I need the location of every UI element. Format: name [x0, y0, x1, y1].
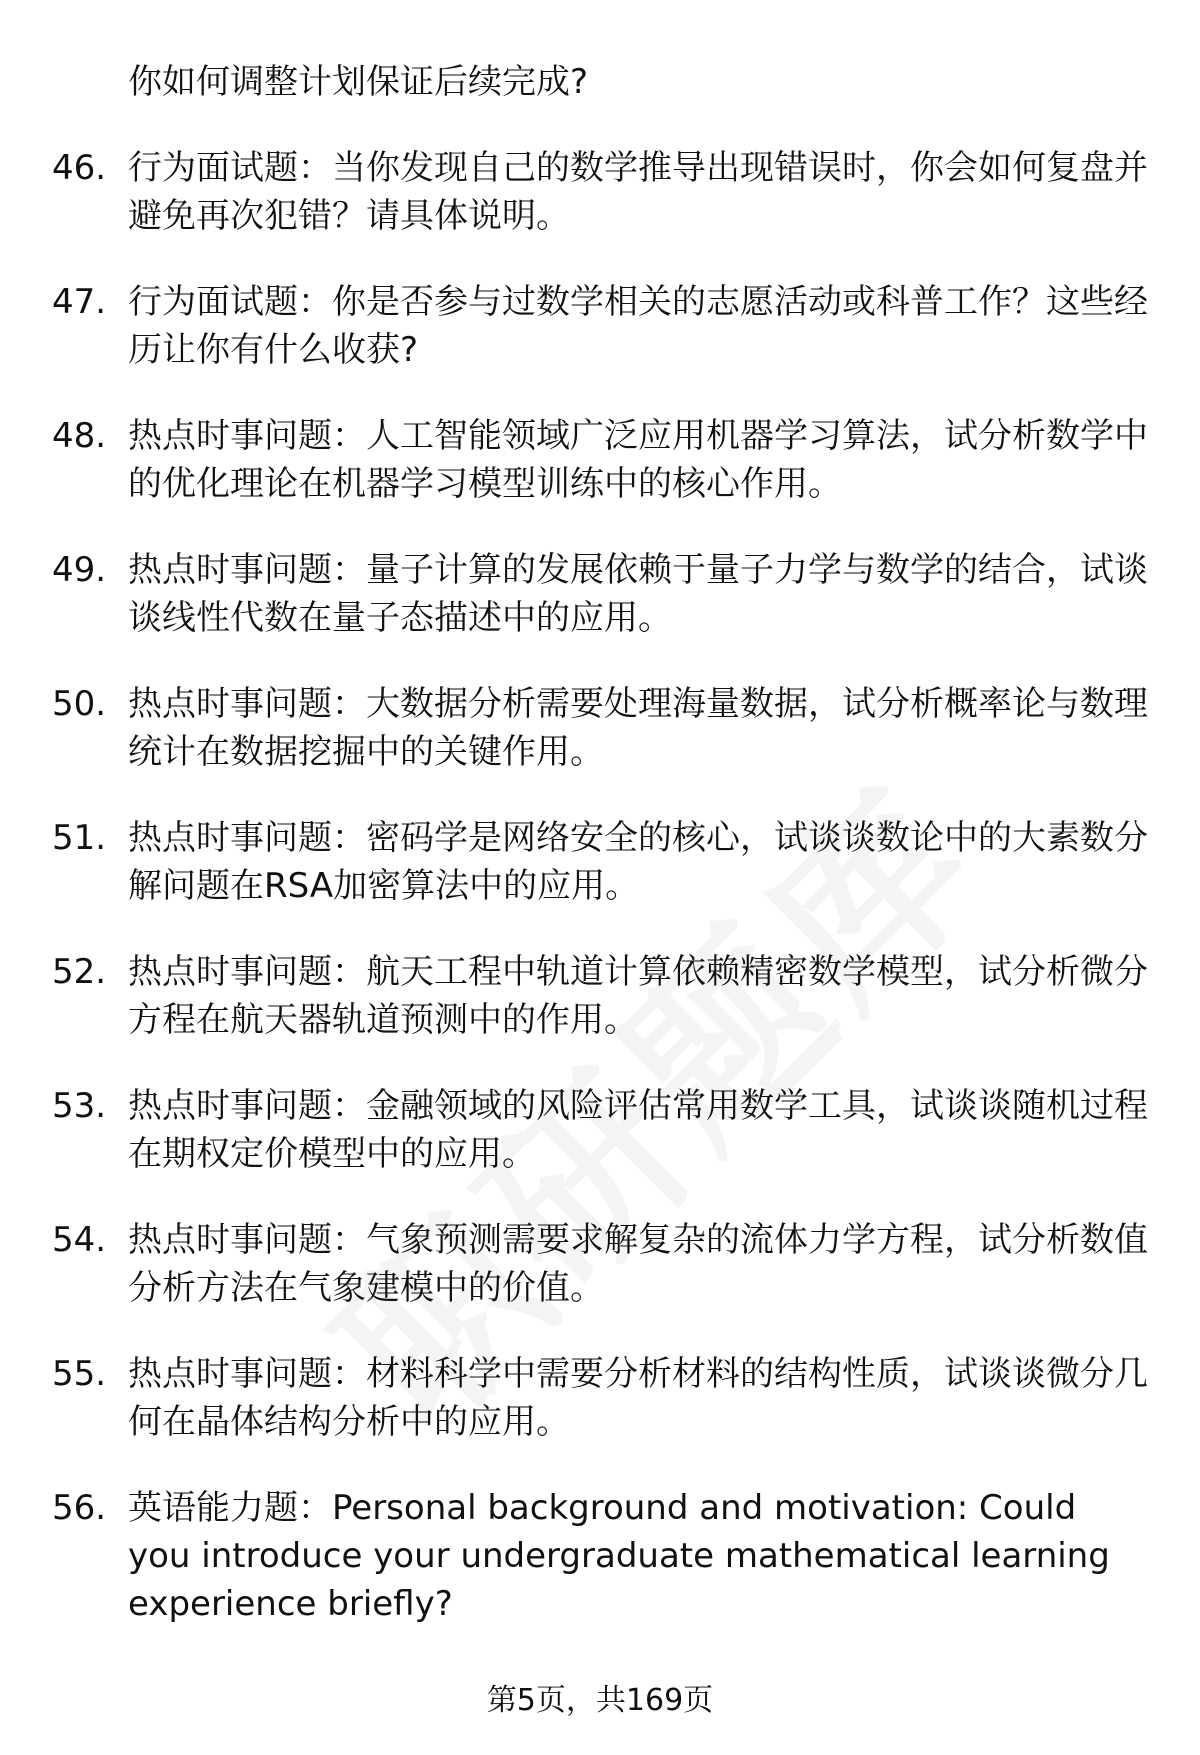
question-item-50: [52, 680, 1148, 776]
question-item-56: [52, 1484, 1148, 1628]
question-item-49: [52, 546, 1148, 642]
question-number: 50.: [52, 684, 107, 724]
question-item-46: [52, 144, 1148, 240]
question-item-47: [52, 278, 1148, 374]
question-number: 47.: [52, 282, 107, 322]
question-item-51: [52, 814, 1148, 910]
question-text: 热点时事问题：金融领域的风险评估常用数学工具，试谈谈随机过程在期权定价模型中的应用。: [128, 1086, 1148, 1174]
question-number: 49.: [52, 550, 107, 590]
page-number: 第5页，共169页: [486, 1683, 714, 1718]
question-number: 52.: [52, 952, 107, 992]
question-item-48: [52, 412, 1148, 508]
question-text: 行为面试题：你是否参与过数学相关的志愿活动或科普工作？这些经历让你有什么收获?: [128, 282, 1148, 370]
question-number: 46.: [52, 148, 107, 188]
question-text: 热点时事问题：量子计算的发展依赖于量子力学与数学的结合，试谈谈线性代数在量子态描述中的应用。: [128, 550, 1148, 638]
question-text: 行为面试题：当你发现自己的数学推导出现错误时，你会如何复盘并避免再次犯错？请具体说明。: [128, 148, 1148, 236]
question-text: 热点时事问题：材料科学中需要分析材料的结构性质，试谈谈微分几何在晶体结构分析中的应用。: [128, 1354, 1148, 1442]
question-continuation: 你如何调整计划保证后续完成?: [128, 62, 589, 102]
question-number: 53.: [52, 1086, 107, 1126]
question-text: 英语能力题：Personal background and motivation: Could you introduce your undergraduate mathematical learning experience briefly?: [128, 1488, 1110, 1624]
question-number: 51.: [52, 818, 107, 858]
question-text: 热点时事问题：大数据分析需要处理海量数据，试分析概率论与数理统计在数据挖掘中的关键作用。: [128, 684, 1148, 772]
question-text: 热点时事问题：气象预测需要求解复杂的流体力学方程，试分析数值分析方法在气象建模中的价值。: [128, 1220, 1148, 1308]
question-number: 48.: [52, 416, 107, 456]
question-item-55: [52, 1350, 1148, 1446]
question-list: [52, 58, 1148, 1666]
question-text: 热点时事问题：人工智能领域广泛应用机器学习算法，试分析数学中的优化理论在机器学习模型训练中的核心作用。: [128, 416, 1148, 504]
question-number: 56.: [52, 1488, 107, 1528]
question-number: 54.: [52, 1220, 107, 1260]
question-text: 热点时事问题：航天工程中轨道计算依赖精密数学模型，试分析微分方程在航天器轨道预测中的作用。: [128, 952, 1148, 1040]
question-text: 热点时事问题：密码学是网络安全的核心，试谈谈数论中的大素数分解问题在RSA加密算法中的应用。: [128, 818, 1148, 906]
question-item-52: [52, 948, 1148, 1044]
question-item-54: [52, 1216, 1148, 1312]
question-item-53: [52, 1082, 1148, 1178]
question-number: 55.: [52, 1354, 107, 1394]
